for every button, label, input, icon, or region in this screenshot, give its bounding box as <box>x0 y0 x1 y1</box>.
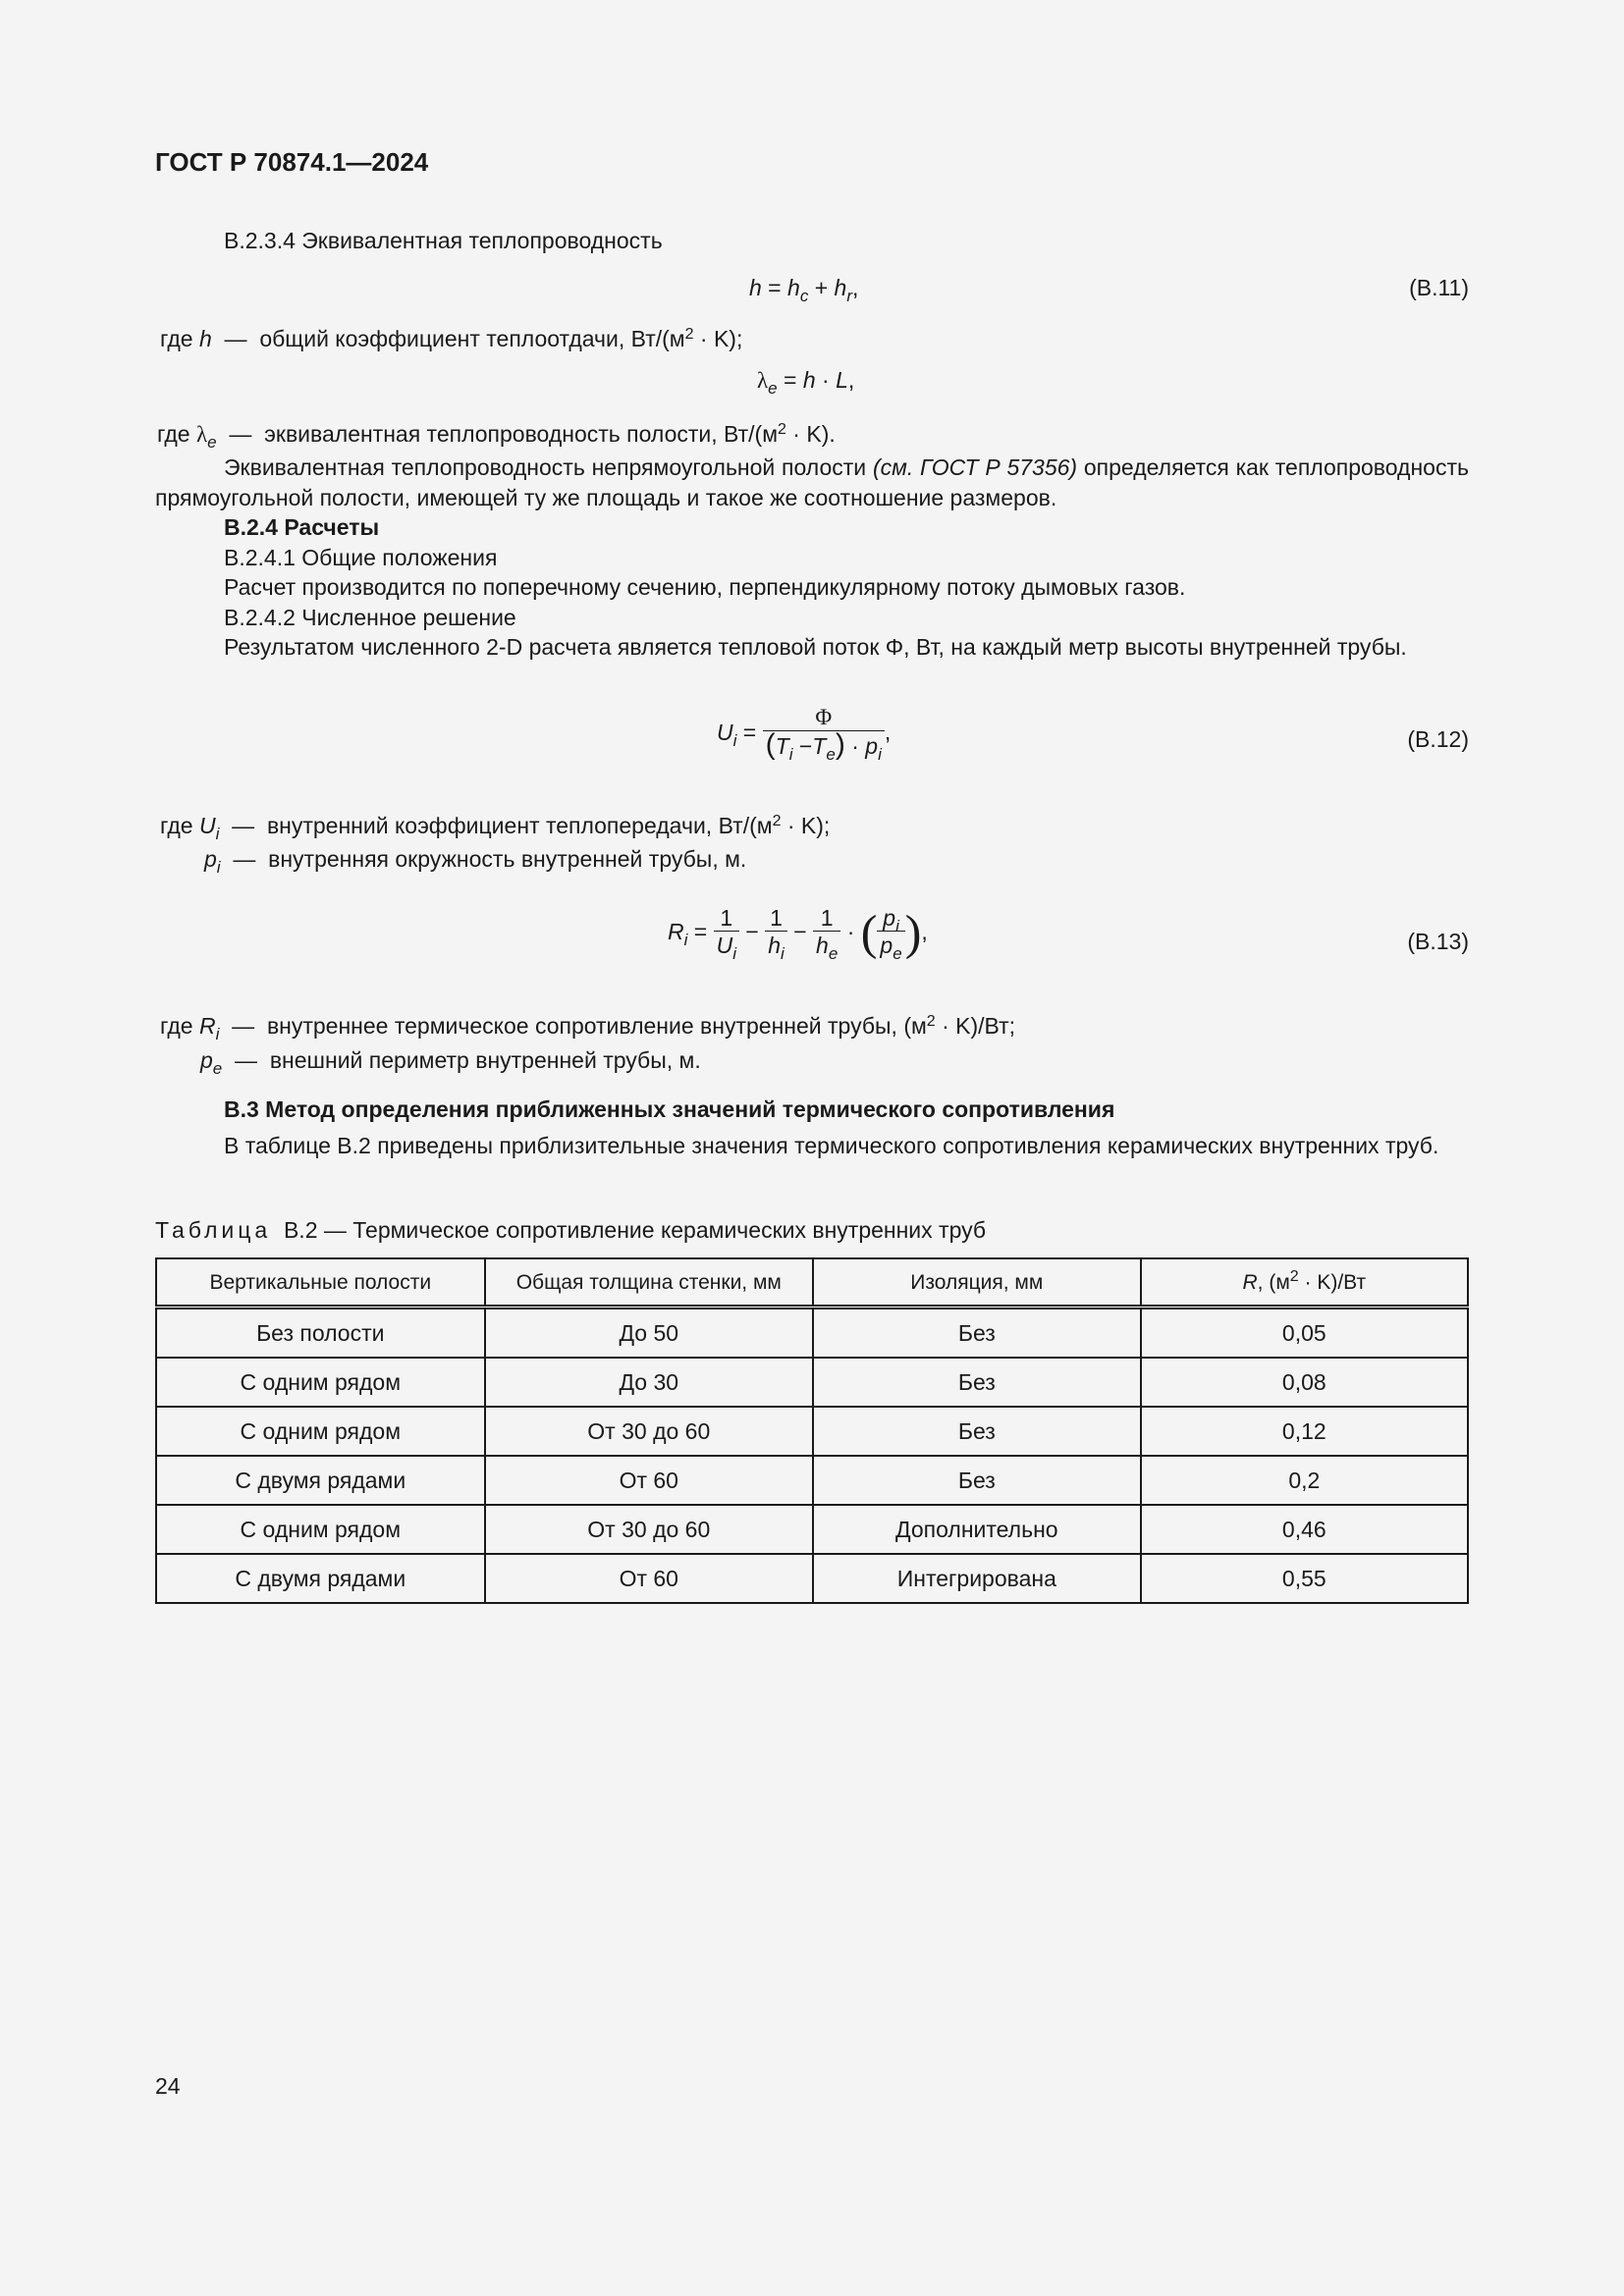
cell-resistance: 0,08 <box>1141 1358 1468 1407</box>
table-row <box>156 1456 1468 1505</box>
definition-h: где h — общий коэффициент теплоотдачи, $Вт/(м^2 \cdot K)$; <box>160 326 743 351</box>
header-vertical-cavities: Вертикальные полости <box>156 1258 485 1308</box>
table-row <box>156 1554 1468 1603</box>
table-header-row <box>156 1258 1468 1308</box>
table-caption: Таблица В.2 — Термическое сопротивление керамических внутренних труб <box>155 1217 987 1243</box>
section-heading-B24: В.2.4 Расчеты <box>224 514 380 540</box>
cell-insulation: Без <box>813 1308 1141 1359</box>
equation-lambda: $\lambda_e = h \cdot L$, <box>757 367 855 398</box>
cell-cavity: С двумя рядами <box>156 1456 485 1505</box>
definition-pi: $p_i$ — внутренняя окружность внутренней трубы, м. <box>204 846 747 877</box>
definition-pe: $p_e$ — внешний периметр внутренней трубы, м. <box>200 1047 701 1078</box>
definition-lambda: где $\lambda_e$ — эквивалентная теплопроводность полости, $Вт/(м^2 \cdot K)$. <box>157 421 836 452</box>
cell-cavity: С одним рядом <box>156 1505 485 1554</box>
cell-insulation: Дополнительно <box>813 1505 1141 1554</box>
equation-B12: $U_i$ = $\frac{\Phi}{(T_i -T_e) \cdot p_i}$ , <box>717 705 892 764</box>
cell-thickness: От 30 до 60 <box>485 1505 813 1554</box>
cell-resistance: 0,12 <box>1141 1407 1468 1456</box>
cell-thickness: От 30 до 60 <box>485 1407 813 1456</box>
table-row <box>156 1308 1468 1359</box>
cell-insulation: Интегрирована <box>813 1554 1141 1603</box>
cell-cavity: С одним рядом <box>156 1358 485 1407</box>
cell-resistance: 0,46 <box>1141 1505 1468 1554</box>
paragraph-table-intro: В таблице В.2 приведены приблизительные значения термического сопротивления керамических внутренних труб. <box>224 1133 1439 1158</box>
cell-insulation: Без <box>813 1358 1141 1407</box>
equation-number-B12: (В.12) <box>1407 726 1469 752</box>
cell-cavity: С одним рядом <box>156 1407 485 1456</box>
page-number: 24 <box>155 2073 181 2099</box>
cell-thickness: До 30 <box>485 1358 813 1407</box>
table-row <box>156 1407 1468 1456</box>
document-header: ГОСТ Р 70874.1—2024 <box>155 147 429 177</box>
definition-Ui: где $U_i$ — внутренний коэффициент теплопередачи, $Вт/(м^2 \cdot K)$; <box>160 813 831 843</box>
paragraph-calc: Расчет производится по поперечному сечению, перпендикулярному потоку дымовых газов. <box>224 574 1186 600</box>
cell-resistance: 0,05 <box>1141 1308 1468 1359</box>
cell-cavity: С двумя рядами <box>156 1554 485 1603</box>
cell-insulation: Без <box>813 1407 1141 1456</box>
cell-insulation: Без <box>813 1456 1141 1505</box>
equation-number-B13: (В.13) <box>1407 929 1469 954</box>
cell-cavity: Без полости <box>156 1308 485 1359</box>
cell-thickness: До 50 <box>485 1308 813 1359</box>
section-heading-B3: В.3 Метод определения приближенных значений термического сопротивления <box>224 1096 1115 1122</box>
paragraph-result: Результатом численного 2-D расчета является тепловой поток Φ, Вт, на каждый метр высоты внутренней трубы. <box>224 634 1407 660</box>
cell-thickness: От 60 <box>485 1456 813 1505</box>
thermal-resistance-table <box>155 1257 1469 1604</box>
header-resistance: R, $(м^2 \cdot K)/Вт$ <box>1141 1258 1468 1308</box>
header-wall-thickness: Общая толщина стенки, мм <box>485 1258 813 1308</box>
section-heading-B242: В.2.4.2 Численное решение <box>224 605 516 630</box>
cell-resistance: 0,2 <box>1141 1456 1468 1505</box>
header-insulation: Изоляция, мм <box>813 1258 1141 1308</box>
table-row <box>156 1505 1468 1554</box>
section-heading-B241: В.2.4.1 Общие положения <box>224 545 498 570</box>
equation-B13: $R_i$ = $\frac{1}{U_i}$ − $\frac{1}{h_i}$ − $\frac{1}{h_e}$ · ( $\frac{p_i}{p_e}$ ), <box>668 904 928 963</box>
cell-resistance: 0,55 <box>1141 1554 1468 1603</box>
table-row <box>156 1358 1468 1407</box>
section-heading-B234: В.2.3.4 Эквивалентная теплопроводность <box>224 228 663 253</box>
definition-Ri: где $R_i$ — внутреннее термическое сопротивление внутренней трубы, $(м^2 \cdot K)/Вт$; <box>160 1013 1016 1043</box>
cell-thickness: От 60 <box>485 1554 813 1603</box>
paragraph-equivalent: Эквивалентная теплопроводность непрямоугольной полости (см. ГОСТ Р 57356) определяется как теплопроводность прямоугольной полости, имеющей ту же площадь и такое же соотношение размеров. <box>155 454 1469 510</box>
equation-B11: $h = h_c + h_r$, <box>749 275 859 305</box>
equation-number-B11: (В.11) <box>1409 275 1469 300</box>
